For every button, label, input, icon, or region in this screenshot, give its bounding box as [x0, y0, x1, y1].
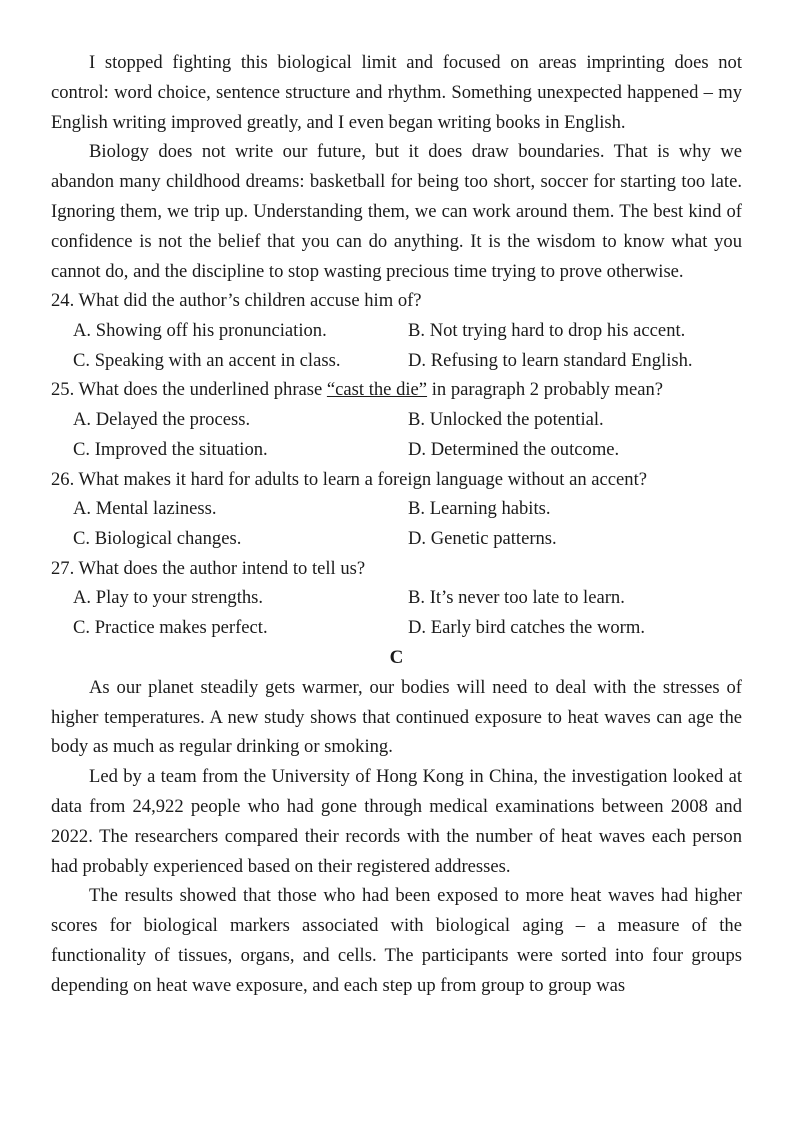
option-a[interactable]: A. Mental laziness.: [73, 498, 217, 520]
question-stem: 24. What did the author’s children accuse him of?: [51, 290, 422, 312]
question-27: [51, 554, 742, 643]
option-grid: [51, 316, 742, 375]
paragraph: Biology does not write our future, but it does draw boundaries. That is why we abandon many childhood dreams: basketball for being too short, soccer for starting too late. Ignoring them, we trip up. Understanding them, we can work around them. The best kind of confidence is not the belief that you can do anything. It is the wisdom to know what you cannot do, and the discipline to stop wasting precious time trying to prove otherwise.: [51, 141, 742, 282]
question-24: [51, 286, 742, 375]
paragraph: As our planet steadily gets warmer, our bodies will need to deal with the stresses of higher temperatures. A new study shows that continued exposure to heat waves can age the body as much as regular drinking or smoking.: [51, 676, 742, 758]
question-26: [51, 465, 742, 554]
option-b[interactable]: B. Unlocked the potential.: [408, 409, 604, 431]
underlined-phrase: “cast the die”: [326, 379, 428, 401]
option-c[interactable]: C. Practice makes perfect.: [73, 617, 268, 639]
option-grid: [51, 494, 742, 553]
question-stem: 26. What makes it hard for adults to learn a foreign language without an accent?: [51, 468, 647, 490]
passage-c: [51, 673, 742, 1001]
question-stem: [51, 375, 742, 405]
question-list: [51, 286, 742, 642]
option-d[interactable]: D. Genetic patterns.: [408, 528, 557, 549]
option-grid: [51, 405, 742, 464]
option-a[interactable]: A. Delayed the process.: [73, 409, 251, 431]
stem-text: in paragraph 2 probably mean?: [427, 379, 664, 401]
passage-b-ending: [51, 48, 742, 286]
option-a[interactable]: A. Showing off his pronunciation.: [73, 320, 327, 342]
option-c[interactable]: C. Biological changes.: [73, 528, 242, 549]
stem-text: 25. What does the underlined phrase: [51, 379, 327, 401]
option-c[interactable]: C. Improved the situation.: [73, 438, 268, 460]
option-c[interactable]: C. Speaking with an accent in class.: [73, 349, 341, 371]
question-25: [51, 375, 742, 464]
paragraph: The results showed that those who had been exposed to more heat waves had higher scores for biological markers associated with biological aging – a measure of the functionality of tissues, organs, and cells. The participants were sorted into four groups depending on heat wave exposure, and each step up from group to group was: [51, 885, 742, 996]
option-b[interactable]: B. Learning habits.: [408, 498, 551, 520]
option-grid: [51, 583, 742, 642]
section-heading: C: [389, 646, 404, 668]
option-d[interactable]: D. Early bird catches the worm.: [408, 617, 645, 639]
option-a[interactable]: A. Play to your strengths.: [73, 587, 264, 609]
option-d[interactable]: D. Refusing to learn standard English.: [408, 349, 693, 371]
paragraph: I stopped fighting this biological limit and focused on areas imprinting does not control: word choice, sentence structure and rhythm. Something unexpected happened – my English writing improved greatly, and I even began writing books in English.: [51, 52, 742, 133]
option-b[interactable]: B. Not trying hard to drop his accent.: [408, 320, 686, 342]
paragraph: Led by a team from the University of Hong Kong in China, the investigation looked at data from 24,922 people who had gone through medical examinations between 2008 and 2022. The researchers compared their records with the number of heat waves each person had probably experienced based on their registered addresses.: [51, 766, 742, 877]
option-b[interactable]: B. It’s never too late to learn.: [408, 587, 625, 609]
question-stem: 27. What does the author intend to tell us?: [51, 557, 366, 579]
option-d[interactable]: D. Determined the outcome.: [408, 438, 620, 460]
